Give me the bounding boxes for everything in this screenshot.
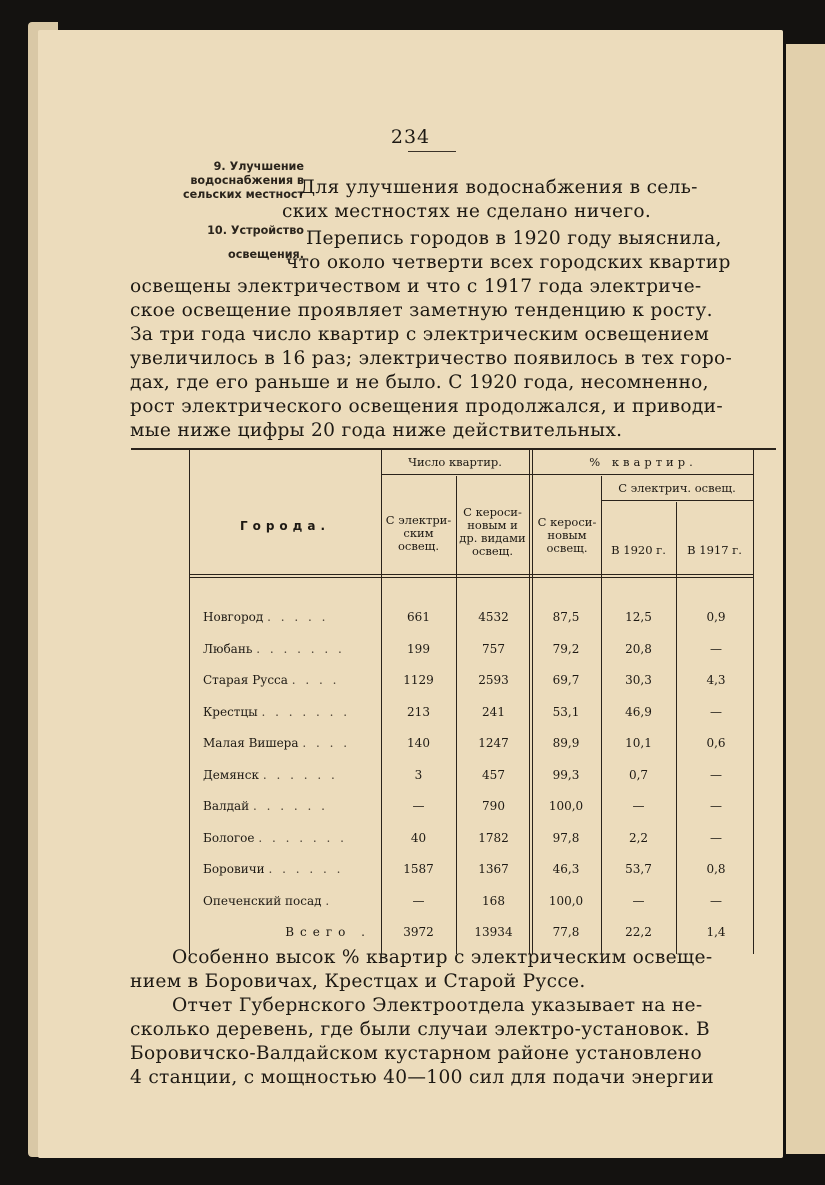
header-line: С электри-	[385, 513, 452, 527]
table-row	[131, 673, 776, 693]
cell-electric: 3	[414, 767, 423, 782]
city-label: Бологое	[203, 830, 255, 845]
cell-electric: 3972	[403, 925, 434, 939]
table-row	[131, 610, 776, 630]
text-line: Боровичско-Валдайском кустарном районе установлено	[130, 1043, 702, 1064]
text-line: мые ниже цифры 20 года ниже действительных.	[130, 420, 623, 441]
margin-note-line: сельских местност	[182, 188, 304, 201]
city-name	[203, 831, 378, 845]
city-label: Новгород	[203, 610, 264, 624]
city-label: Старая Русса	[203, 673, 288, 687]
city-label: Валдай	[203, 799, 250, 813]
cell-electric-1917: —	[710, 641, 722, 656]
city-name	[203, 799, 378, 813]
cell-electric-1920: 12,5	[625, 610, 652, 624]
text-line: рост электрического освещения продолжался, и приводи-	[130, 396, 723, 417]
cell-electric-1920: 20,8	[625, 641, 652, 656]
cell-electric-1917: —	[710, 830, 722, 845]
leader-dots: . . . . . .	[252, 799, 328, 813]
cell-kerosene-percent: 100,0	[548, 799, 584, 813]
book-page	[38, 30, 783, 1158]
cell-electric-1917: 0,8	[706, 862, 726, 876]
cell-electric-1920: 46,9	[625, 704, 652, 719]
cell-electric-1920: 30,3	[625, 673, 652, 687]
table-row	[131, 799, 776, 819]
city-name	[203, 705, 378, 719]
cell-kerosene: 241	[482, 704, 505, 719]
text-line: Отчет Губернского Электроотдела указывает на не-	[172, 995, 703, 1016]
leader-dots: . . . . . .	[262, 767, 338, 782]
table-row	[131, 642, 776, 662]
leader-dots: . . . . .	[267, 610, 329, 624]
text-line: Для улучшения водоснабжения в сель-	[300, 177, 698, 198]
header-line: С кероси-	[537, 515, 597, 529]
header-cities: Города.	[239, 519, 331, 533]
city-name	[203, 768, 378, 782]
margin-note-water	[98, 160, 304, 202]
page-number-underline	[408, 151, 456, 152]
leader-dots: . . . . . . .	[256, 641, 345, 656]
table-row	[131, 831, 776, 851]
text-line: нием в Боровичах, Крестцах и Старой Руссе.	[130, 971, 586, 992]
cell-electric-1917: —	[710, 704, 722, 719]
text-line: ское освещение проявляет заметную тенденцию к росту.	[130, 300, 713, 321]
header-line: новым	[547, 528, 587, 542]
cell-electric-1920: 0,7	[628, 767, 649, 782]
leader-dots: . . . . . . .	[258, 830, 347, 845]
margin-note-line: 9. Улучшение	[213, 160, 304, 173]
city-label: Любань	[203, 641, 253, 656]
header-electric	[381, 514, 456, 553]
text-line: сколько деревень, где были случаи электро-установок. В	[130, 1019, 710, 1040]
cell-kerosene: 4532	[478, 610, 509, 624]
cell-electric: 1129	[403, 673, 434, 687]
cell-kerosene: 790	[482, 799, 505, 813]
cell-electric-1917: 4,3	[706, 673, 726, 687]
cell-electric: 40	[410, 830, 427, 845]
total-label: Всего .	[285, 925, 371, 939]
cell-electric-1917: —	[710, 799, 722, 813]
cell-electric: 1587	[403, 862, 434, 876]
cell-electric-1920: —	[632, 893, 645, 908]
cell-electric-1920: 22,2	[625, 925, 652, 939]
city-name	[203, 862, 378, 876]
cell-kerosene-percent: 97,8	[552, 830, 580, 845]
text-line: Особенно высок % квартир с электрическим освеще-	[172, 947, 713, 968]
table-row	[131, 768, 776, 788]
table-row	[131, 862, 776, 882]
city-label: Боровичи	[203, 862, 265, 876]
header-kerosene	[456, 506, 529, 558]
leader-dots: . . . .	[302, 736, 351, 750]
table-row	[131, 894, 776, 914]
cell-kerosene-percent: 69,7	[552, 673, 580, 687]
margin-note-line: водоснабжения в	[190, 174, 304, 187]
table-row	[131, 736, 776, 756]
header-line: освещ.	[472, 544, 513, 558]
city-label: Малая Вишера	[203, 736, 299, 750]
cell-kerosene-percent: 87,5	[552, 610, 580, 624]
text-line: что около четверти всех городских квартир	[286, 252, 731, 273]
cell-electric-1917: —	[710, 767, 722, 782]
cell-kerosene-percent: 77,8	[552, 925, 580, 939]
cell-kerosene-percent: 99,3	[552, 767, 580, 782]
city-label: Крестцы	[203, 704, 258, 719]
cell-electric-1920: 2,2	[628, 830, 649, 845]
cell-electric: —	[412, 799, 425, 813]
leader-dots: . . . .	[291, 673, 340, 687]
cell-electric: 661	[407, 610, 430, 624]
cell-electric: 140	[407, 736, 430, 750]
cell-electric-1920: —	[632, 799, 645, 813]
text-line: ских местностях не сделано ничего.	[282, 201, 652, 222]
table-row-total	[131, 925, 776, 945]
cell-kerosene-percent: 100,0	[548, 893, 584, 908]
cell-kerosene: 1782	[478, 830, 509, 845]
cell-kerosene-percent: 53,1	[552, 704, 580, 719]
text-line: освещены электричеством и что с 1917 года электриче-	[130, 276, 702, 297]
header-electric-percent: С электрич. освещ.	[618, 481, 736, 495]
header-line: др. видами	[459, 531, 526, 545]
cell-electric-1917: —	[710, 893, 722, 908]
text-line: дах, где его раньше и не было. С 1920 года, несомненно,	[130, 372, 709, 393]
margin-note-lighting	[98, 224, 304, 262]
header-1917: В 1917 г.	[687, 543, 742, 557]
cell-electric-1920: 10,1	[625, 736, 652, 750]
margin-note-line: 10. Устройство	[207, 224, 304, 237]
text-line: увеличилось в 16 раз; электричество появилось в тех горо-	[130, 348, 733, 369]
page-number: 234	[390, 126, 431, 148]
cell-kerosene: 13934	[474, 925, 513, 939]
city-label: Опеченский посад	[203, 893, 322, 908]
next-page-edge	[786, 44, 825, 1154]
cell-electric-1920: 53,7	[625, 862, 652, 876]
city-name	[203, 673, 378, 687]
margin-note-line: освещения.	[228, 248, 304, 261]
header-line: освещ.	[398, 539, 439, 553]
cell-kerosene: 1247	[478, 736, 509, 750]
city-name	[203, 642, 378, 656]
cell-kerosene: 757	[482, 641, 505, 656]
table-row	[131, 705, 776, 725]
cell-kerosene: 1367	[478, 862, 509, 876]
city-lighting-table	[131, 444, 776, 954]
cell-kerosene-percent: 46,3	[552, 862, 580, 876]
cell-kerosene: 2593	[478, 673, 509, 687]
cell-electric: 199	[407, 641, 430, 656]
table-top-rule	[131, 448, 776, 450]
header-line: ским	[403, 526, 434, 540]
cell-electric-1917: 0,9	[706, 610, 726, 624]
city-name	[203, 610, 378, 624]
cell-kerosene-percent: 89,9	[552, 736, 580, 750]
city-name	[203, 894, 378, 908]
text-line: За три года число квартир с электрическим освещением	[130, 324, 710, 345]
text-line: 4 станции, с мощностью 40—100 сил для подачи энергии	[130, 1067, 714, 1088]
header-line: освещ.	[546, 541, 588, 555]
leader-dots: . . . . . .	[268, 862, 344, 876]
cell-electric-1917: 0,6	[706, 736, 726, 750]
city-name	[203, 736, 378, 750]
header-line: С кероси-	[463, 505, 522, 519]
cell-kerosene-percent: 79,2	[552, 641, 580, 656]
cell-kerosene: 168	[482, 893, 505, 908]
header-line: новым и	[467, 518, 518, 532]
header-apartment-percent: % квартир.	[589, 455, 697, 469]
header-apartment-count: Число квартир.	[408, 455, 502, 469]
cell-kerosene: 457	[482, 767, 505, 782]
cell-electric: 213	[407, 704, 430, 719]
cell-electric-1917: 1,4	[706, 925, 726, 939]
cell-electric: —	[412, 893, 425, 908]
header-1920: В 1920 г.	[611, 543, 666, 557]
leader-dots: .	[325, 893, 333, 908]
city-label: Демянск	[203, 767, 259, 782]
text-line: Перепись городов в 1920 году выяснила,	[306, 228, 722, 249]
header-kerosene-percent	[533, 516, 601, 555]
leader-dots: . . . . . . .	[261, 704, 351, 719]
